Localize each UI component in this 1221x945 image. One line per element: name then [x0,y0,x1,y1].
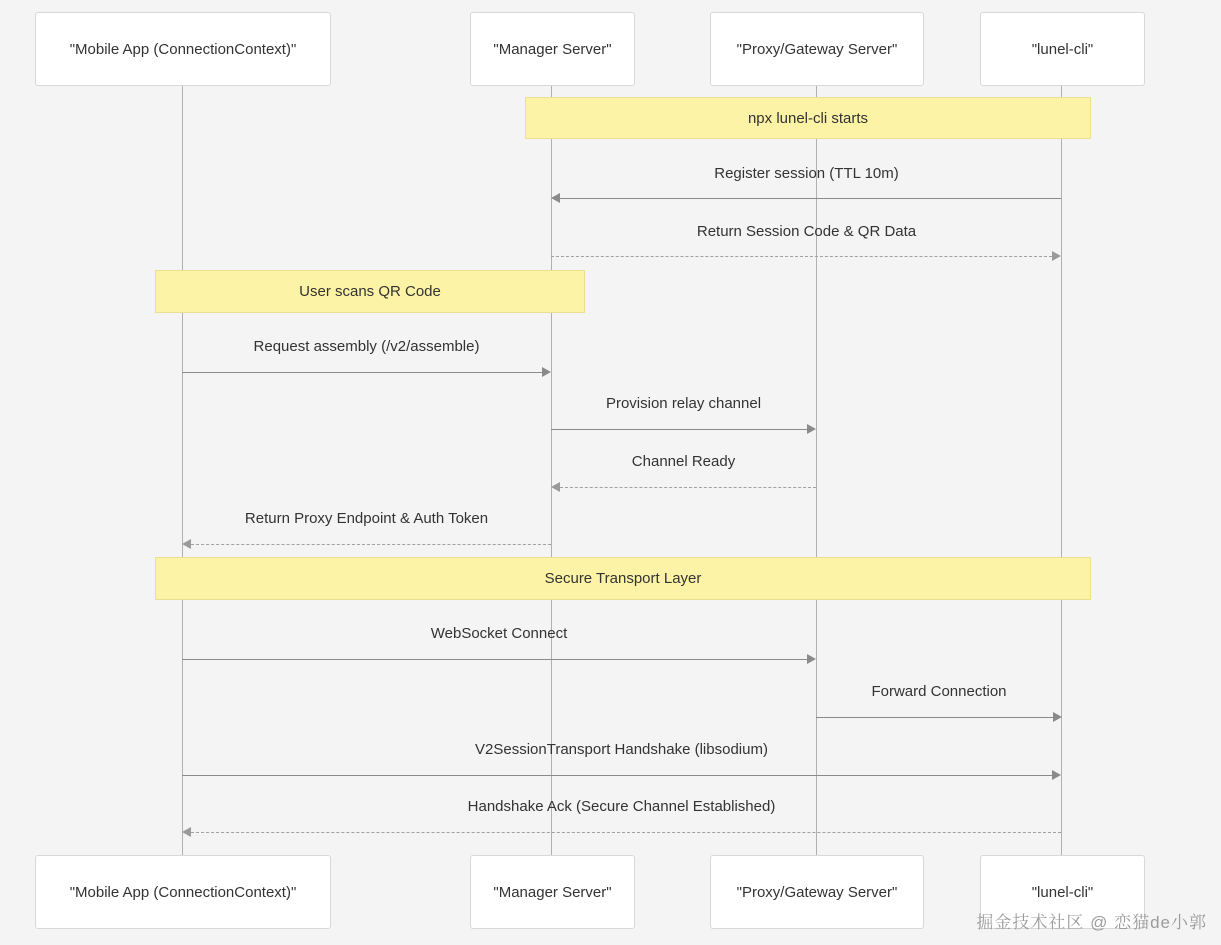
arrow-head-left-icon [182,827,191,837]
actor-box-proxy-top[interactable] [710,12,924,86]
arrow-head-right-icon [1052,770,1061,780]
actor-label-proxy: "Proxy/Gateway Server" [736,883,898,901]
message-label: Provision relay channel [605,395,762,412]
note-label: User scans QR Code [299,283,441,300]
arrow-head-left-icon [551,482,560,492]
actor-label-manager: "Manager Server" [493,40,612,58]
message-line [182,775,1052,776]
message-line [182,372,542,373]
arrow-head-right-icon [1053,712,1062,722]
actor-label-cli: "lunel-cli" [1031,40,1094,58]
arrow-head-right-icon [807,424,816,434]
message-label: Register session (TTL 10m) [714,165,899,182]
arrow-head-left-icon [551,193,560,203]
note-npx-starts [525,97,1091,139]
note-label: npx lunel-cli starts [747,109,869,127]
message-line [551,256,1052,257]
message-line [191,832,1061,833]
arrow-head-right-icon [807,654,816,664]
note-label: Secure Transport Layer [544,570,702,587]
arrow-head-left-icon [182,539,191,549]
actor-box-manager-top[interactable] [470,12,635,86]
actor-box-mobile-top[interactable] [35,12,331,86]
actor-label-proxy: "Proxy/Gateway Server" [736,40,898,58]
message-label: Handshake Ack (Secure Channel Established) [467,798,776,815]
watermark: 掘金技术社区 @ 恋猫de小郭 [976,913,1207,932]
actor-box-manager-bottom[interactable] [470,855,635,929]
actor-label-cli: "lunel-cli" [1031,883,1094,901]
note-user-scans-qr [155,270,585,313]
message-label: Return Proxy Endpoint & Auth Token [244,510,489,527]
message-label: Channel Ready [631,453,736,470]
message-line [191,544,551,545]
actor-label-mobile: "Mobile App (ConnectionContext)" [69,40,297,58]
message-label: Forward Connection [871,683,1007,700]
actor-box-mobile-bottom[interactable] [35,855,331,929]
message-line [182,659,807,660]
message-line [560,487,816,488]
actor-box-cli-top[interactable] [980,12,1145,86]
arrow-head-right-icon [542,367,551,377]
message-label: Return Session Code & QR Data [696,223,917,240]
message-line [816,717,1053,718]
note-secure-transport-layer [155,557,1091,600]
message-line [560,198,1061,199]
actor-box-proxy-bottom[interactable] [710,855,924,929]
actor-label-manager: "Manager Server" [493,883,612,901]
message-label: V2SessionTransport Handshake (libsodium) [475,741,768,758]
message-line [551,429,807,430]
message-label: WebSocket Connect [430,625,568,642]
message-label: Request assembly (/v2/assemble) [253,338,480,355]
arrow-head-right-icon [1052,251,1061,261]
lifeline-cli [1061,86,1062,861]
actor-label-mobile: "Mobile App (ConnectionContext)" [69,883,297,901]
